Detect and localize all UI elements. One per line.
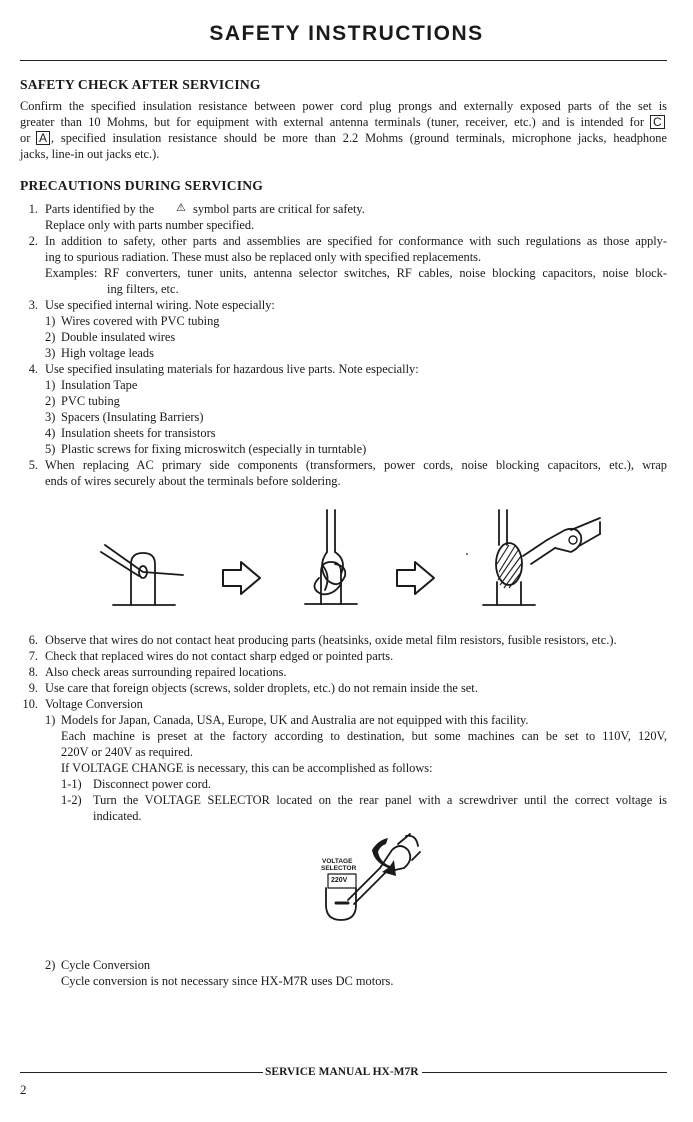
sub-number: 2) — [45, 394, 56, 408]
sub-item-text: High voltage leads — [61, 346, 154, 360]
item-4-text: Use specified insulating materials for hazardous live parts. Note especially: — [45, 362, 419, 376]
voltage-sub-1-text-b: Each machine is preset at the factory according to destination, but some machines can be set to 110V, 120V, — [61, 729, 667, 743]
wire-wrapping-figure — [95, 500, 635, 615]
cycle-conversion-text: Cycle conversion is not necessary since HX-M7R uses DC motors. — [61, 974, 394, 988]
item-1-text-b: symbol parts are critical for safety. — [193, 202, 365, 216]
safety-check-line-2: greater than 10 Mohms, but for equipment with external antenna terminals (tuner, receiver, etc.) and is intended for — [20, 115, 644, 129]
item-1-text-c: Replace only with parts number specified. — [45, 218, 255, 232]
item-number: 8. — [28, 665, 38, 679]
sub-item-text: Insulation Tape — [61, 378, 138, 392]
footer-rule-left — [20, 1072, 263, 1073]
item-number: 10. — [22, 697, 38, 711]
item-number: 4. — [28, 362, 38, 376]
item-2-text-b: ing to spurious radiation. These must also be replaced only with specified replacements. — [45, 250, 482, 264]
item-1-text-a: Parts identified by the — [45, 202, 155, 216]
item-number: 7. — [28, 649, 38, 663]
cycle-conversion-heading: Cycle Conversion — [61, 958, 151, 972]
item-9-text: Use care that foreign objects (screws, solder droplets, etc.) do not remain inside the set. — [45, 681, 478, 695]
voltage-label-line-2: SELECTOR — [321, 865, 357, 872]
sub-number: 1) — [45, 713, 56, 727]
sub-number: 1-2) — [61, 793, 82, 807]
arrow-right-icon — [397, 562, 434, 594]
item-number: 6. — [28, 633, 38, 647]
safety-check-line-4: jacks, line-in out jacks etc.). — [20, 147, 160, 161]
sub-number: 3) — [45, 346, 56, 360]
sub-number: 2) — [45, 958, 56, 972]
item-number: 9. — [28, 681, 38, 695]
item-2-text-a: In addition to safety, other parts and assemblies are specified for conformance with such regulations as those apply- — [45, 234, 667, 248]
voltage-label-line-1: VOLTAGE — [322, 858, 353, 865]
item-2-text-d: ing filters, etc. — [107, 282, 179, 296]
sub-item-text: Insulation sheets for transistors — [61, 426, 216, 440]
section-heading-safety-check: SAFETY CHECK AFTER SERVICING — [20, 77, 261, 92]
title-rule — [20, 60, 667, 61]
sub-number: 1) — [45, 378, 56, 392]
terminal-step-2-icon — [305, 510, 357, 604]
sub-item-text: Double insulated wires — [61, 330, 176, 344]
voltage-step-1-2-text-b: indicated. — [93, 809, 142, 823]
item-5-text-b: ends of wires securely about the terminals before soldering. — [45, 474, 341, 488]
item-number: 1. — [28, 202, 38, 216]
item-number: 2. — [28, 234, 38, 248]
boxed-letter-c: C — [650, 115, 665, 129]
arrow-right-icon — [223, 562, 260, 594]
safety-check-or: or — [20, 131, 31, 145]
sub-number: 5) — [45, 442, 56, 456]
voltage-sub-1-text-c: 220V or 240V as required. — [61, 745, 194, 759]
page-title: SAFETY INSTRUCTIONS — [209, 22, 484, 45]
item-10-text: Voltage Conversion — [45, 697, 143, 711]
item-number: 3. — [28, 298, 38, 312]
sub-item-text: PVC tubing — [61, 394, 120, 408]
sub-number: 4) — [45, 426, 56, 440]
voltage-step-1-2-text-a: Turn the VOLTAGE SELECTOR located on the rear panel with a screwdriver until the correct voltage is — [93, 793, 667, 807]
sub-item-text: Plastic screws for fixing microswitch (especially in turntable) — [61, 442, 367, 456]
footer-manual-title: SERVICE MANUAL HX-M7R — [265, 1066, 419, 1078]
item-2-text-c: Examples: RF converters, tuner units, antenna selector switches, RF cables, noise blocking capacitors, noise block- — [45, 266, 667, 280]
voltage-sub-1-text: Models for Japan, Canada, USA, Europe, UK and Australia are not equipped with this facility. — [61, 713, 529, 727]
item-8-text: Also check areas surrounding repaired locations. — [45, 665, 287, 679]
footer-rule-right — [422, 1072, 667, 1073]
voltage-sub-1-text-d: If VOLTAGE CHANGE is necessary, this can be accomplished as follows: — [61, 761, 433, 775]
voltage-selector-figure — [318, 830, 428, 925]
section-heading-precautions: PRECAUTIONS DURING SERVICING — [20, 178, 264, 193]
sub-number: 2) — [45, 330, 56, 344]
warning-triangle-icon: ⚠ — [176, 201, 186, 214]
sub-number: 1) — [45, 314, 56, 328]
safety-check-line-3: , specified insulation resistance should be more than 2.2 Mohms (ground terminals, microphone jacks, headphone — [51, 131, 667, 145]
sub-item-text: Spacers (Insulating Barriers) — [61, 410, 204, 424]
terminal-step-3-icon — [483, 510, 535, 605]
soldering-iron-icon — [523, 518, 600, 564]
item-number: 5. — [28, 458, 38, 472]
terminal-step-1-icon — [101, 545, 183, 605]
page-number: 2 — [20, 1082, 27, 1097]
item-6-text: Observe that wires do not contact heat producing parts (heatsinks, oxide metal film resistors, fusible resistors, etc.). — [45, 633, 617, 647]
voltage-value: 220V — [331, 877, 348, 884]
item-3-text: Use specified internal wiring. Note especially: — [45, 298, 275, 312]
sub-number: 1-1) — [61, 777, 82, 791]
item-7-text: Check that replaced wires do not contact sharp edged or pointed parts. — [45, 649, 394, 663]
item-5-text-a: When replacing AC primary side components (transformers, power cords, noise blocking capacitors, etc.), wrap — [45, 458, 667, 472]
sub-item-text: Wires covered with PVC tubing — [61, 314, 220, 328]
sub-number: 3) — [45, 410, 56, 424]
rotate-arrow-icon — [372, 838, 396, 876]
voltage-step-1-1-text: Disconnect power cord. — [93, 777, 212, 791]
boxed-letter-a: A — [36, 131, 50, 145]
safety-check-line-1: Confirm the specified insulation resistance between power cord plug prongs and externally exposed parts of the set is — [20, 99, 667, 113]
